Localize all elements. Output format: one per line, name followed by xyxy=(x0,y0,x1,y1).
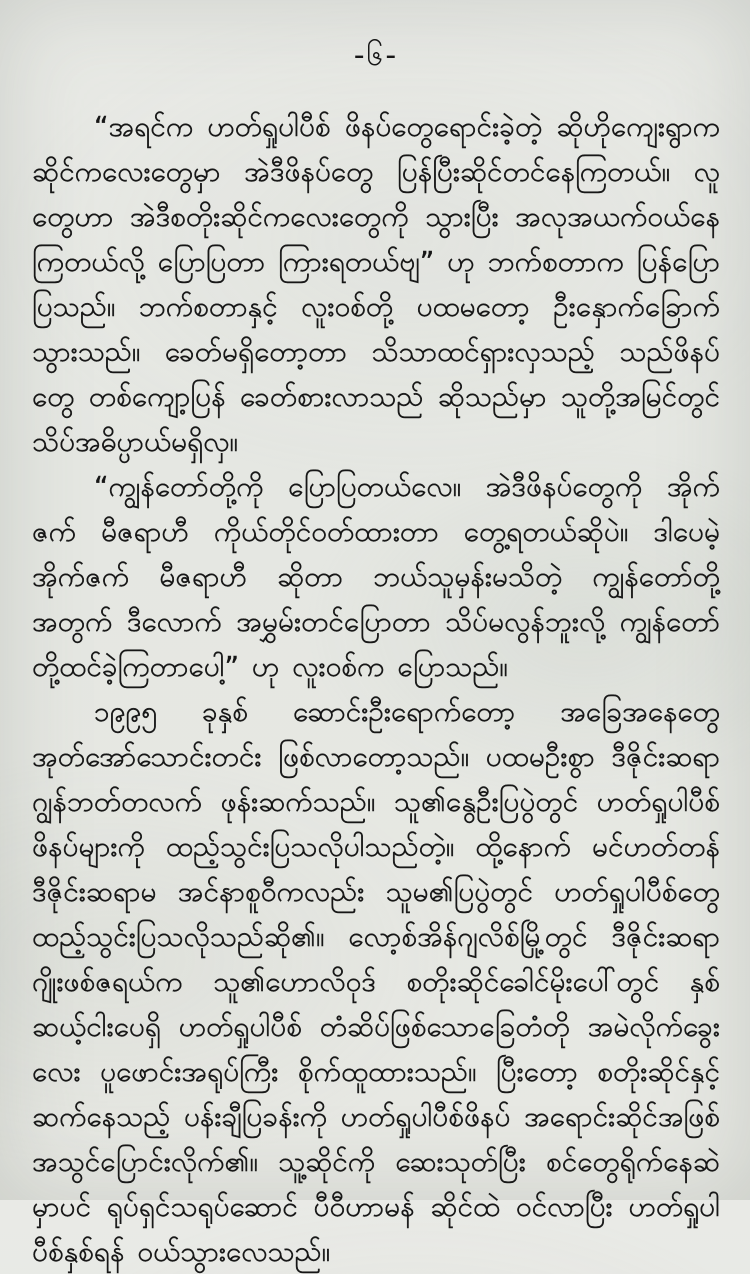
paragraph-2: “ကျွန်တော်တို့ကို ပြောပြတယ်လေ။ အဲဒီဖိနပ်တွေကို အိုက်ဇက် မီဇရာဟီ ကိုယ်တိုင်ဝတ်ထားတာ တွေ့ရတယ်ဆိုပဲ။ ဒါပေမဲ့ အိုက်ဇက် မီဇရာဟီ ဆိုတာ ဘယ်သူမှန်းမသိတဲ့ ကျွန်တော်တို့အတွက် ဒီလောက် အမွှမ်းတင်ပြောတာ သိပ်မလွန်ဘူးလို့ ကျွန်တော်တို့ထင်ခဲ့ကြတာပေါ့” ဟု လူးဝစ်က ပြောသည်။ xyxy=(32,470,720,683)
paragraph-1: “အရင်က ဟတ်ရှုပါပီစ် ဖိနပ်တွေရောင်းခဲ့တဲ့ ဆိုဟိုကျေးရွာက ဆိုင်ကလေးတွေမှာ အဲဒီဖိနပ်တွေ ပြန်ပြီးဆိုင်တင်နေကြတယ်။ လူတွေဟာ အဲဒီစတိုးဆိုင်ကလေးတွေကို သွားပြီး အလုအယက်ဝယ်နေကြတယ်လို့ ပြောပြတာ ကြားရတယ်ဗျ” ဟု ဘက်စတာက ပြန်ပြောပြသည်။ ဘက်စတာနှင့် လူးဝစ်တို့ ပထမတော့ ဦးနှောက်ခြောက်သွားသည်။ ခေတ်မရှိတော့တာ သိသာထင်ရှားလှသည့် သည်ဖိနပ်တွေ တစ်ကျော့ပြန် ခေတ်စားလာသည် ဆိုသည်မှာ သူတို့အမြင်တွင် သိပ်အဓိပ္ပာယ်မရှိလှ။ xyxy=(32,110,720,458)
body-text xyxy=(32,104,720,1274)
page-number: -၆- xyxy=(353,38,399,73)
paragraph-3: ၁၉၉၅ ခုနှစ် ဆောင်းဦးရောက်တော့ အခြေအနေတွေ အုတ်အော်သောင်းတင်း ဖြစ်လာတော့သည်။ ပထမဦးစွာ ဒီဇိုင်းဆရာ ဂျွန်ဘတ်တလက် ဖုန်းဆက်သည်။ သူ၏နွေဦးပြပွဲတွင် ဟတ်ရှုပါပီစ် ဖိနပ်များကို ထည့်သွင်းပြသလိုပါသည်တဲ့။ ထို့နောက် မင်ဟတ်တန် ဒီဇိုင်းဆရာမ အင်နာစူဝီကလည်း သူမ၏ပြပွဲတွင် ဟတ်ရှုပါပီစ်တွေ ထည့်သွင်းပြသလိုသည်ဆို၏။ လော့စ်အိန်ဂျလိစ်မြို့တွင် ဒီဇိုင်းဆရာ ဂျိုးဖစ်ဇရယ်က သူ၏ဟောလိဝုဒ် စတိုးဆိုင်ခေါင်မိုးပေါ်တွင် နှစ်ဆယ့်ငါးပေရှိ ဟတ်ရှုပါပီစ် တံဆိပ်ဖြစ်သောခြေတံတို အမဲလိုက်ခွေးလေး ပူဖောင်းအရုပ်ကြီး စိုက်ထူထားသည်။ ပြီးတော့ စတိုးဆိုင်နှင့်ဆက်နေသည့် ပန်းချီပြခန်းကို ဟတ်ရှုပါပီစ်ဖိနပ် အရောင်းဆိုင်အဖြစ် အသွင်ပြောင်းလိုက်၏။ သူ့ဆိုင်ကို ဆေးသုတ်ပြီး စင်တွေရိုက်နေဆဲမှာပင် ရုပ်ရှင်သရုပ်ဆောင် ပီဝီဟာမန် ဆိုင်ထဲ ဝင်လာပြီး ဟတ်ရှုပါပီစ်နှစ်ရန် ဝယ်သွားလေသည်။ xyxy=(32,695,720,1268)
